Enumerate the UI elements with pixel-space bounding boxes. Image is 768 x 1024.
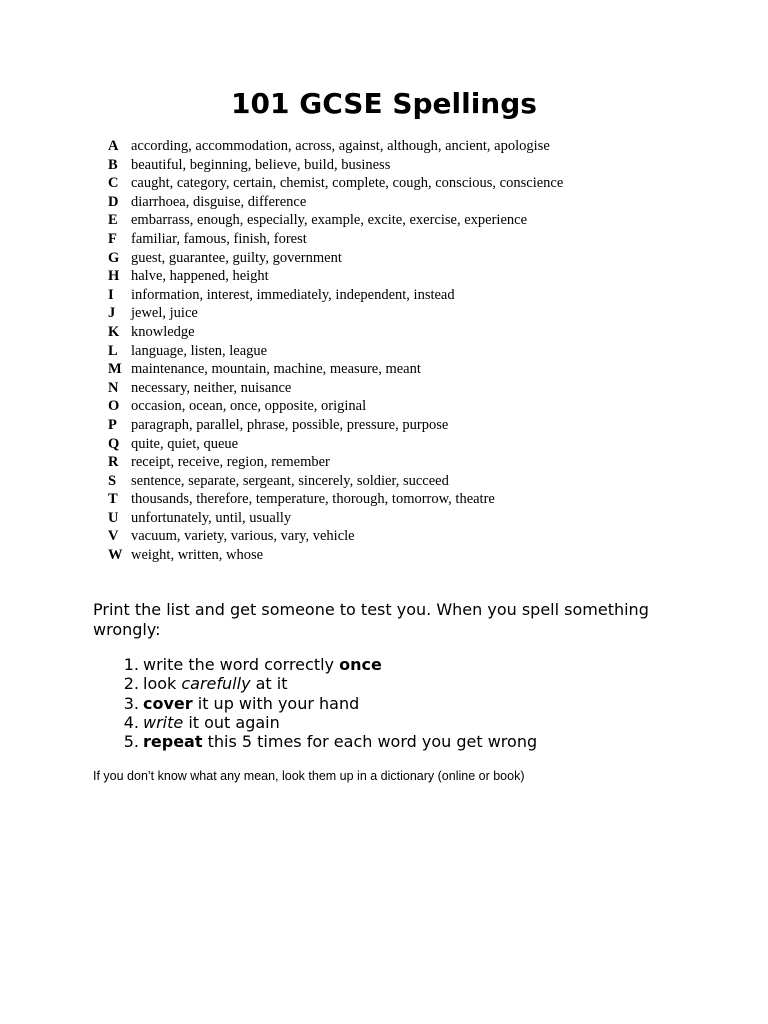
spelling-letter: W xyxy=(108,547,123,564)
spelling-letter: A xyxy=(108,138,119,154)
step-3 xyxy=(93,694,653,713)
spelling-row-v xyxy=(105,527,725,546)
step-1 xyxy=(93,655,653,674)
spelling-row-e xyxy=(105,211,725,230)
spelling-words: necessary, neither, nuisance xyxy=(131,379,292,396)
instructions-intro: Print the list and get someone to test you. When you spell something wrongly: xyxy=(93,600,649,639)
spelling-row-c xyxy=(105,174,725,193)
step-text-part: it up with your hand xyxy=(192,693,360,713)
spelling-words: familiar, famous, finish, forest xyxy=(131,230,307,247)
page-title: 101 GCSE Spellings xyxy=(231,87,537,120)
step-text xyxy=(139,655,382,674)
step-text-part: write the word correctly xyxy=(143,655,340,674)
spelling-words: language, listen, league xyxy=(131,342,268,359)
step-text xyxy=(139,674,288,693)
spelling-words: paragraph, parallel, phrase, possible, pressure, purpose xyxy=(131,416,449,433)
spelling-letter: K xyxy=(108,323,120,340)
spelling-words: beautiful, beginning, believe, build, business xyxy=(131,156,391,173)
spelling-letter: R xyxy=(108,454,119,471)
spelling-letter: I xyxy=(108,286,114,303)
spelling-words: weight, written, whose xyxy=(131,547,264,564)
spelling-words: knowledge xyxy=(131,323,195,340)
spelling-words: jewel, juice xyxy=(131,305,198,322)
step-text xyxy=(139,732,537,751)
step-number: 4. xyxy=(123,712,139,732)
spelling-letter: J xyxy=(108,305,116,322)
spelling-row-o xyxy=(105,397,725,416)
spelling-row-m xyxy=(105,360,725,379)
spelling-row-k xyxy=(105,323,725,342)
step-text-part: cover xyxy=(143,693,193,713)
step-text-part: it out again xyxy=(183,712,280,732)
spelling-words: caught, category, certain, chemist, complete, cough, conscious, conscience xyxy=(131,175,564,192)
spelling-letter: F xyxy=(108,230,117,247)
step-2 xyxy=(93,674,653,693)
spelling-row-p xyxy=(105,416,725,435)
step-text-part: at it xyxy=(250,674,288,694)
step-text-part: repeat xyxy=(143,732,203,752)
spelling-letter: E xyxy=(108,212,118,229)
steps-list xyxy=(93,655,653,751)
spelling-words: unfortunately, until, usually xyxy=(131,509,292,526)
spelling-words: embarrass, enough, especially, example, excite, exercise, experience xyxy=(131,212,528,229)
spelling-row-r xyxy=(105,453,725,472)
spelling-letter: C xyxy=(108,175,119,192)
spelling-row-d xyxy=(105,193,725,212)
step-text-part: carefully xyxy=(181,674,251,694)
spelling-letter: T xyxy=(108,491,118,508)
spelling-row-t xyxy=(105,490,725,509)
spelling-row-h xyxy=(105,267,725,286)
spelling-letter: D xyxy=(108,193,119,210)
spelling-words: vacuum, variety, various, vary, vehicle xyxy=(131,528,355,545)
spelling-letter: H xyxy=(108,268,120,285)
spelling-letter: M xyxy=(108,361,122,378)
step-text xyxy=(139,694,359,713)
spelling-letter: Q xyxy=(108,435,120,452)
step-text xyxy=(139,713,280,732)
step-number: 3. xyxy=(123,693,139,713)
spelling-row-l xyxy=(105,342,725,361)
spelling-row-a xyxy=(105,137,725,156)
step-text-part: look xyxy=(143,674,182,694)
spelling-words: quite, quiet, queue xyxy=(131,435,239,452)
spelling-words: information, interest, immediately, independent, instead xyxy=(131,286,455,303)
step-text-part: write xyxy=(143,712,184,732)
spelling-row-g xyxy=(105,249,725,268)
spelling-row-w xyxy=(105,546,725,565)
footnote: If you don’t know what any mean, look them up in a dictionary (online or book) xyxy=(93,769,525,783)
spelling-letter: O xyxy=(108,398,120,415)
spelling-row-u xyxy=(105,509,725,528)
spelling-letter: N xyxy=(108,379,119,396)
step-5 xyxy=(93,732,653,751)
step-number: 2. xyxy=(123,674,139,694)
spelling-list xyxy=(105,137,725,565)
spelling-words: diarrhoea, disguise, difference xyxy=(131,193,307,210)
spelling-words: maintenance, mountain, machine, measure, meant xyxy=(131,361,421,378)
spelling-row-j xyxy=(105,304,725,323)
spelling-words: occasion, ocean, once, opposite, original xyxy=(131,398,367,415)
spelling-words: halve, happened, height xyxy=(131,268,269,285)
spelling-letter: L xyxy=(108,342,118,359)
spelling-words: sentence, separate, sergeant, sincerely, soldier, succeed xyxy=(131,472,449,489)
spelling-row-s xyxy=(105,472,725,491)
step-4 xyxy=(93,713,653,732)
spelling-letter: P xyxy=(108,416,117,433)
spelling-words: according, accommodation, across, against, although, ancient, apologise xyxy=(131,138,550,154)
spelling-letter: U xyxy=(108,509,119,526)
spelling-letter: S xyxy=(108,472,117,489)
spelling-words: guest, guarantee, guilty, government xyxy=(131,249,342,266)
spelling-row-i xyxy=(105,286,725,305)
spelling-letter: B xyxy=(108,156,118,173)
spelling-letter: G xyxy=(108,249,120,266)
spelling-letter: V xyxy=(108,528,119,545)
spelling-words: receipt, receive, region, remember xyxy=(131,454,330,471)
step-text-part: this 5 times for each word you get wrong xyxy=(202,732,538,752)
spelling-row-q xyxy=(105,435,725,454)
step-text-part: once xyxy=(339,655,382,674)
step-number: 1. xyxy=(123,655,139,674)
spelling-row-n xyxy=(105,379,725,398)
spelling-row-f xyxy=(105,230,725,249)
spelling-words: thousands, therefore, temperature, thorough, tomorrow, theatre xyxy=(131,491,495,508)
spelling-row-b xyxy=(105,156,725,175)
step-number: 5. xyxy=(123,732,139,752)
